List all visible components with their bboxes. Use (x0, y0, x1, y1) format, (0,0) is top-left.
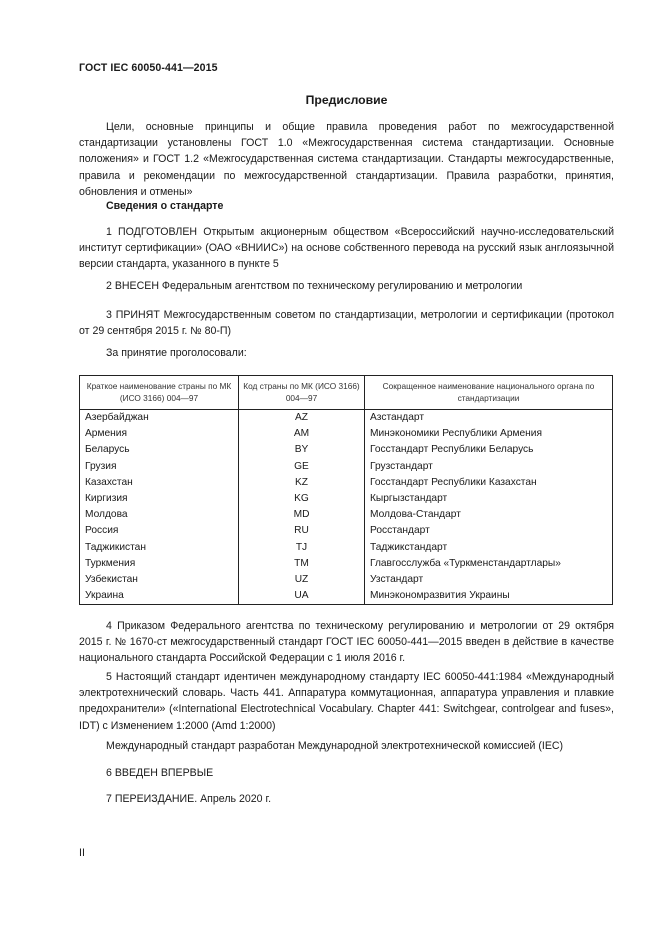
table-row (80, 426, 613, 442)
code-cell: UA (239, 588, 365, 605)
code-cell: TJ (239, 540, 365, 556)
country-cell: Узбекистан (80, 572, 239, 588)
item-6-line: 6 ВВЕДЕН ВПЕРВЫЕ (106, 767, 214, 779)
code-cell: KZ (239, 475, 365, 491)
code-cell: BY (239, 442, 365, 458)
item-1-paragraph: 1 ПОДГОТОВЛЕН Открытым акционерным обществом «Всероссийский научно-исследовательский институт сертификации» (ОАО «ВНИИС») на основе собственного перевода на русский язык англоязычной версии стандарта, указанного в пункте 5 (79, 226, 614, 271)
header-country: Краткое наименование страны по МК (ИСО 3166) 004—97 (80, 376, 239, 410)
country-cell: Киргизия (80, 491, 239, 507)
body-cell: Азстандарт (365, 410, 613, 427)
item-7-line: 7 ПЕРЕИЗДАНИЕ. Апрель 2020 г. (106, 793, 272, 805)
body-cell: Таджикстандарт (365, 540, 613, 556)
body-cell: Минэкономразвития Украины (365, 588, 613, 605)
table-row (80, 588, 613, 605)
page-title: Предисловие (305, 93, 388, 107)
table-row (80, 556, 613, 572)
body-cell: Госстандарт Республики Казахстан (365, 475, 613, 491)
table-row (80, 442, 613, 458)
country-cell: Казахстан (80, 475, 239, 491)
iec-note: Международный стандарт разработан Международной электротехнической комиссией (IEC) (106, 740, 564, 752)
table-row (80, 523, 613, 539)
table-row (80, 410, 613, 427)
code-cell: RU (239, 523, 365, 539)
header-body: Сокращенное наименование национального органа по стандартизации (365, 376, 613, 410)
country-cell: Беларусь (80, 442, 239, 458)
table-header-row (80, 376, 613, 410)
country-cell: Грузия (80, 459, 239, 475)
country-cell: Азербайджан (80, 410, 239, 427)
table-row (80, 572, 613, 588)
body-cell: Главгосслужба «Туркменстандартлары» (365, 556, 613, 572)
country-cell: Армения (80, 426, 239, 442)
code-cell: GE (239, 459, 365, 475)
table-row (80, 475, 613, 491)
code-cell: TM (239, 556, 365, 572)
body-cell: Минэкономики Республики Армения (365, 426, 613, 442)
code-cell: UZ (239, 572, 365, 588)
item-4-paragraph: 4 Приказом Федерального агентства по техническому регулированию и метрологии от 29 октября 2015 г. № 1670-ст межгосударственный стандарт ГОСТ IEC 60050-441—2015 введен в действие в качестве национального стандарта Российской Федерации с 1 июля 2016 г. (79, 620, 614, 665)
document-code: ГОСТ IEC 60050-441—2015 (79, 62, 218, 74)
body-cell: Молдова-Стандарт (365, 507, 613, 523)
country-cell: Украина (80, 588, 239, 605)
body-cell: Госстандарт Республики Беларусь (365, 442, 613, 458)
country-cell: Россия (80, 523, 239, 539)
body-cell: Грузстандарт (365, 459, 613, 475)
item-5-paragraph: 5 Настоящий стандарт идентичен международному стандарту IEC 60050-441:1984 «Международный электротехнический словарь. Часть 441. Аппаратура коммутационная, аппаратура управления и плавкие предохранители» («International Electrotechnical Vocabulary. Chapter 441: Switchgear, controlgear and fuses», IDT) с Изменением 1:2000 (Amd 1:2000) (79, 671, 614, 732)
code-cell: AZ (239, 410, 365, 427)
table-row (80, 540, 613, 556)
code-cell: MD (239, 507, 365, 523)
body-cell: Узстандарт (365, 572, 613, 588)
voted-label: За принятие проголосовали: (106, 347, 247, 359)
body-cell: Росстандарт (365, 523, 613, 539)
header-code: Код страны по МК (ИСО 3166) 004—97 (239, 376, 365, 410)
about-heading: Сведения о стандарте (106, 200, 224, 212)
voting-states-table (79, 375, 613, 605)
table-row (80, 507, 613, 523)
code-cell: AM (239, 426, 365, 442)
country-cell: Туркмения (80, 556, 239, 572)
page-number: II (79, 847, 85, 859)
code-cell: KG (239, 491, 365, 507)
table-row (80, 491, 613, 507)
item-3-paragraph: 3 ПРИНЯТ Межгосударственным советом по стандартизации, метрологии и сертификации (протокол от 29 сентября 2015 г. № 80-П) (79, 309, 614, 338)
intro-paragraph: Цели, основные принципы и общие правила проведения работ по межгосударственной стандартизации установлены ГОСТ 1.0 «Межгосударственная система стандартизации. Основные положения» и ГОСТ 1.2 «Межгосударственная система стандартизации. Стандарты межгосударственные, правила и рекомендации по межгосударственной стандартизации. Правила разработки, принятия, обновления и отмены» (79, 121, 614, 198)
country-cell: Молдова (80, 507, 239, 523)
table-row (80, 459, 613, 475)
country-cell: Таджикистан (80, 540, 239, 556)
body-cell: Кыргызстандарт (365, 491, 613, 507)
table-body (80, 410, 613, 605)
item-2-paragraph: 2 ВНЕСЕН Федеральным агентством по техническому регулированию и метрологии (106, 280, 523, 292)
